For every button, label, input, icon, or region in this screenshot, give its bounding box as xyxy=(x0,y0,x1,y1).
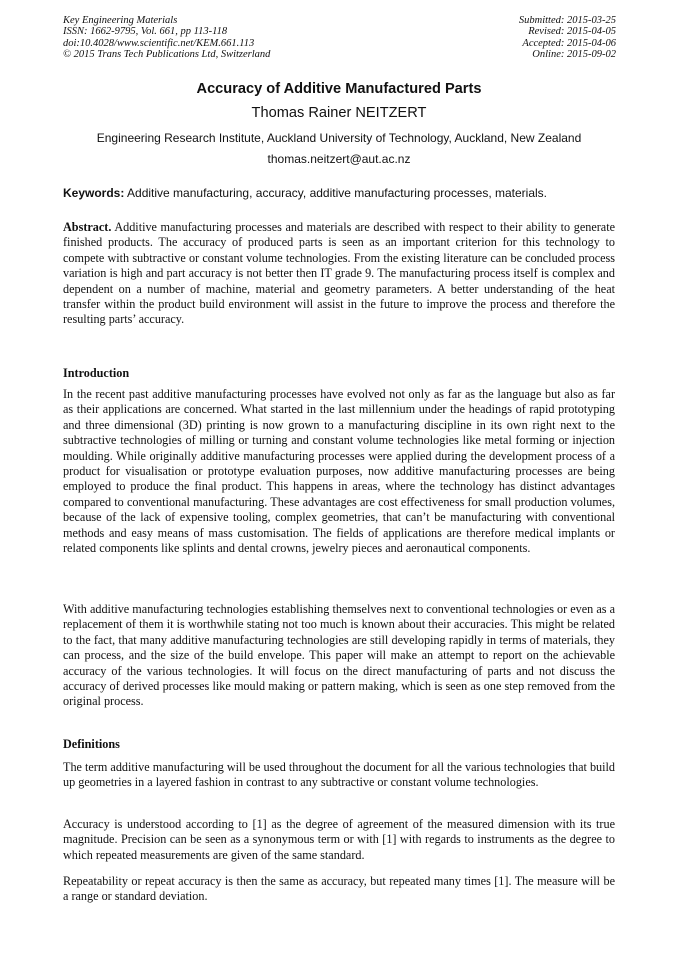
keywords-label: Keywords: xyxy=(63,186,125,200)
date-accepted: Accepted: 2015-04-06 xyxy=(522,37,616,49)
journal-doi: doi:10.4028/www.scientific.net/KEM.661.113 xyxy=(63,37,255,49)
date-submitted: Submitted: 2015-03-25 xyxy=(518,15,616,26)
journal-name: Key Engineering Materials xyxy=(63,15,178,26)
journal-issn: ISSN: 1662-9795, Vol. 661, pp 113-118 xyxy=(63,26,228,38)
introduction-paragraph-1: In the recent past additive manufacturing processes have evolved not only as far as the language but also as far as their applications are concerned. What started in the last millennium under the headings of rapid prototyping and three dimensional (3D) printing is now grown to a manufacturing discipline in its own right next to the subtractive technologies of milling or turning and constant volume technologies like metal forming or injection moulding. While originally additive manufacturing processes were applied during the development process of a product for visualisation or prototype evaluation purposes, now additive manufacturing processes are being employed to produce the final product. This happens in areas, where the technology has distinct advantages compared to conventional manufacturing. These advantages are cost effectiveness for small production volumes, because of the lack of expensive tooling, complex geometries, that can’t be manufacturing with conventional methods and easy means of mass customisation. The fields of applications are therefore medical implants or related components like splints and dental crowns, jewelry pieces and aeronautical components. xyxy=(63,387,615,556)
author-affiliation: Engineering Research Institute, Auckland University of Technology, Auckland, New Zealand xyxy=(96,131,582,145)
date-revised: Revised: 2015-04-05 xyxy=(528,26,616,38)
definitions-paragraph-2: Accuracy is understood according to [1] as the degree of agreement of the measured dimension with its true magnitude. Precision can be seen as a synonymous term or with [1] with regards to instruments as the degree to which repeated measurements are given of the same standard. xyxy=(63,817,615,862)
publication-dates xyxy=(519,15,616,61)
paper-author: Thomas Rainer NEITZERT xyxy=(251,105,427,121)
date-online: Online: 2015-09-02 xyxy=(532,49,616,61)
definitions-paragraph-1: The term additive manufacturing will be used throughout the document for all the various technologies that build up geometries in a layered fashion in contrast to any subtractive or constant volume technologies. xyxy=(63,760,615,790)
introduction-paragraph-2: With additive manufacturing technologies establishing themselves next to conventional technologies or even as a replacement of them it is worthwhile stating not too much is known about their accuracies. This might be related to the fact, that many additive manufacturing technologies are still developing rapidly in terms of materials, they can process, and the size of the build envelope. This paper will make an attempt to report on the achievable accuracy of the various technologies. It will focus on the direct manufacturing of parts and not discuss the accuracy of derived processes like mould making or pattern making, which is seen as one step removed from the original process. xyxy=(63,602,615,709)
section-heading-definitions: Definitions xyxy=(63,737,120,751)
keywords xyxy=(63,186,615,201)
definitions-paragraph-3: Repeatability or repeat accuracy is then the same as accuracy, but repeated many times [1]. The measure will be a range or standard deviation. xyxy=(63,874,615,904)
abstract-label: Abstract. xyxy=(63,220,112,234)
author-email: thomas.neitzert@aut.ac.nz xyxy=(267,152,411,166)
abstract xyxy=(63,220,615,328)
keywords-text: Additive manufacturing, accuracy, additive manufacturing processes, materials. xyxy=(124,186,548,200)
section-heading-introduction: Introduction xyxy=(63,366,130,380)
paper-title: Accuracy of Additive Manufactured Parts xyxy=(196,81,482,97)
journal-copyright: © 2015 Trans Tech Publications Ltd, Switzerland xyxy=(63,49,271,61)
journal-info xyxy=(63,15,270,61)
abstract-text: Additive manufacturing processes and materials are described with respect to their ability to generate finished products. The accuracy of produced parts is seen as an important criterion for this technology to compete with subtractive or constant volume technologies. From the existing literature can be concluded process variation is high and part accuracy is not better then IT grade 9. The manufacturing process itself is complex and dependent on a number of machine, material and geometry parameters. A better understanding of the heat transfer within the product build environment will assist in the future to improve the process and therefore the resulting parts’ accuracy. xyxy=(63,220,615,327)
